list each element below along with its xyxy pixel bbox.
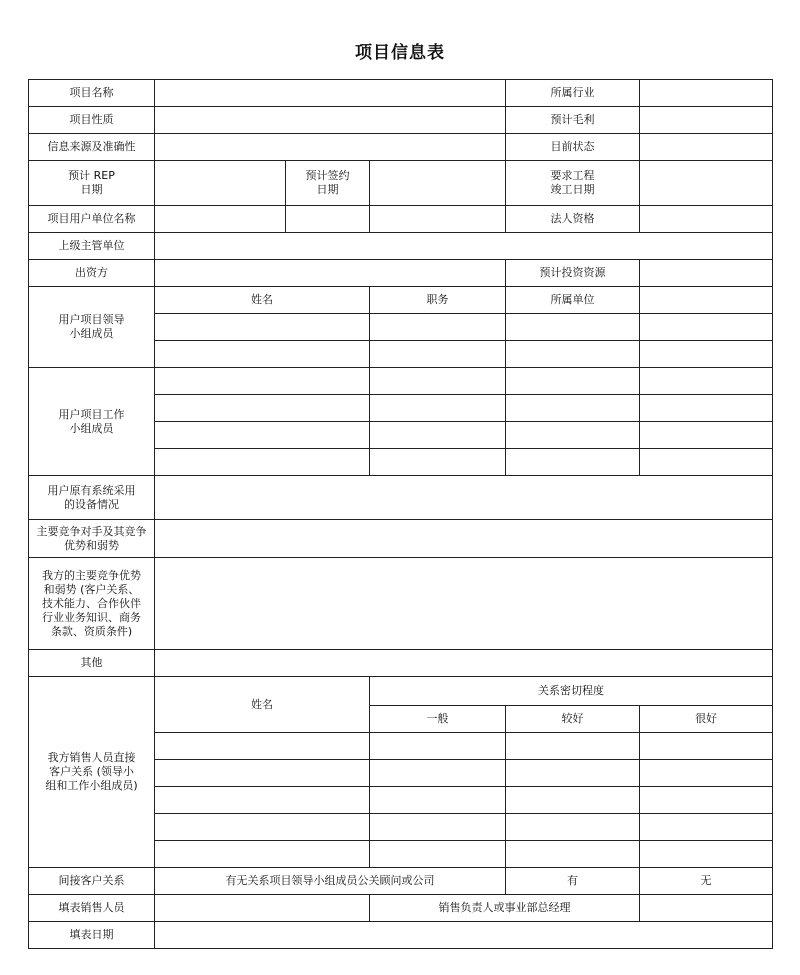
- relation-closeness-header: 关系密切程度: [370, 677, 773, 706]
- work-position-cell[interactable]: [370, 368, 506, 395]
- leader-extra-cell[interactable]: [640, 341, 773, 368]
- leader-position-cell[interactable]: [370, 314, 506, 341]
- label-superior-unit: 上级主管单位: [29, 233, 155, 260]
- label-indirect-relation: 间接客户关系: [29, 868, 155, 895]
- leader-unit-cell[interactable]: [506, 341, 640, 368]
- industry-field[interactable]: [640, 80, 773, 107]
- other-field[interactable]: [155, 650, 773, 677]
- consultant-question: 有无关系项目领导小组成员公关顾问或公司: [155, 868, 506, 895]
- relation-normal-cell[interactable]: [370, 814, 506, 841]
- relation-very-good-cell[interactable]: [640, 733, 773, 760]
- label-investor: 出资方: [29, 260, 155, 287]
- closeness-normal-header: 一般: [370, 706, 506, 733]
- leader-unit-cell[interactable]: [506, 314, 640, 341]
- label-completion-date: 要求工程 竣工日期: [506, 161, 640, 206]
- project-name-field[interactable]: [155, 80, 506, 107]
- relation-good-cell[interactable]: [506, 814, 640, 841]
- leader-extra-cell[interactable]: [640, 314, 773, 341]
- work-position-cell[interactable]: [370, 449, 506, 476]
- relation-name-cell[interactable]: [155, 733, 370, 760]
- work-name-cell[interactable]: [155, 422, 370, 449]
- leader-col-unit: 所属单位: [506, 287, 640, 314]
- relation-normal-cell[interactable]: [370, 760, 506, 787]
- project-nature-field[interactable]: [155, 107, 506, 134]
- label-project-name: 项目名称: [29, 80, 155, 107]
- page-title: 项目信息表: [355, 43, 445, 63]
- work-extra-cell[interactable]: [640, 395, 773, 422]
- work-position-cell[interactable]: [370, 422, 506, 449]
- label-project-nature: 项目性质: [29, 107, 155, 134]
- work-name-cell[interactable]: [155, 368, 370, 395]
- label-investment-source: 预计投资资源: [506, 260, 640, 287]
- rep-date-field[interactable]: [155, 161, 286, 206]
- relation-good-cell[interactable]: [506, 733, 640, 760]
- leader-header-blank: [640, 287, 773, 314]
- relation-good-cell[interactable]: [506, 787, 640, 814]
- relation-col-name: 姓名: [155, 677, 370, 733]
- label-industry: 所属行业: [506, 80, 640, 107]
- relation-good-cell[interactable]: [506, 841, 640, 868]
- work-unit-cell[interactable]: [506, 395, 640, 422]
- relation-very-good-cell[interactable]: [640, 760, 773, 787]
- user-unit-name-field[interactable]: [155, 206, 286, 233]
- investor-field[interactable]: [155, 260, 506, 287]
- work-unit-cell[interactable]: [506, 449, 640, 476]
- option-no[interactable]: 无: [640, 868, 773, 895]
- leader-name-cell[interactable]: [155, 314, 370, 341]
- label-our-advantages: 我方的主要竞争优势 和弱势 (客户关系、 技术能力、合作伙伴 行业业务知识、商务 条款、资质条件): [29, 558, 155, 650]
- work-name-cell[interactable]: [155, 395, 370, 422]
- work-unit-cell[interactable]: [506, 422, 640, 449]
- our-advantages-field[interactable]: [155, 558, 773, 650]
- relation-name-cell[interactable]: [155, 760, 370, 787]
- leader-position-cell[interactable]: [370, 341, 506, 368]
- work-extra-cell[interactable]: [640, 449, 773, 476]
- label-sign-date: 预计签约 日期: [286, 161, 370, 206]
- sales-person-field[interactable]: [155, 895, 370, 922]
- label-current-status: 目前状态: [506, 134, 640, 161]
- option-yes[interactable]: 有: [506, 868, 640, 895]
- existing-equipment-field[interactable]: [155, 476, 773, 520]
- user-unit-name-field-2[interactable]: [286, 206, 370, 233]
- label-info-source: 信息来源及准确性: [29, 134, 155, 161]
- leader-col-name: 姓名: [155, 287, 370, 314]
- relation-normal-cell[interactable]: [370, 733, 506, 760]
- label-competitors: 主要竞争对手及其竞争 优势和弱势: [29, 520, 155, 558]
- label-sales-person: 填表销售人员: [29, 895, 155, 922]
- closeness-very-good-header: 很好: [640, 706, 773, 733]
- fill-date-field[interactable]: [155, 922, 773, 949]
- leader-col-position: 职务: [370, 287, 506, 314]
- sign-date-field[interactable]: [370, 161, 506, 206]
- user-unit-name-field-3[interactable]: [370, 206, 506, 233]
- label-sales-relation: 我方销售人员直接 客户关系 (领导小 组和工作小组成员): [29, 677, 155, 868]
- label-user-unit-name: 项目用户单位名称: [29, 206, 155, 233]
- label-work-group: 用户项目工作 小组成员: [29, 368, 155, 476]
- label-sales-manager: 销售负责人或事业部总经理: [370, 895, 640, 922]
- completion-date-field[interactable]: [640, 161, 773, 206]
- sales-manager-field[interactable]: [640, 895, 773, 922]
- work-name-cell[interactable]: [155, 449, 370, 476]
- relation-normal-cell[interactable]: [370, 787, 506, 814]
- closeness-good-header: 较好: [506, 706, 640, 733]
- label-legal-qualification: 法人资格: [506, 206, 640, 233]
- work-extra-cell[interactable]: [640, 368, 773, 395]
- competitors-field[interactable]: [155, 520, 773, 558]
- estimated-margin-field[interactable]: [640, 107, 773, 134]
- relation-very-good-cell[interactable]: [640, 787, 773, 814]
- superior-unit-field[interactable]: [155, 233, 773, 260]
- work-extra-cell[interactable]: [640, 422, 773, 449]
- relation-name-cell[interactable]: [155, 841, 370, 868]
- current-status-field[interactable]: [640, 134, 773, 161]
- leader-name-cell[interactable]: [155, 341, 370, 368]
- work-unit-cell[interactable]: [506, 368, 640, 395]
- work-position-cell[interactable]: [370, 395, 506, 422]
- label-existing-equipment: 用户原有系统采用 的设备情况: [29, 476, 155, 520]
- relation-name-cell[interactable]: [155, 814, 370, 841]
- relation-very-good-cell[interactable]: [640, 814, 773, 841]
- label-leader-group: 用户项目领导 小组成员: [29, 287, 155, 368]
- label-estimated-margin: 预计毛利: [506, 107, 640, 134]
- investment-source-field[interactable]: [640, 260, 773, 287]
- label-fill-date: 填表日期: [29, 922, 155, 949]
- relation-good-cell[interactable]: [506, 760, 640, 787]
- project-info-table: [28, 79, 773, 949]
- info-source-field[interactable]: [155, 134, 506, 161]
- label-other: 其他: [29, 650, 155, 677]
- label-rep-date: 预计 REP 日期: [29, 161, 155, 206]
- relation-normal-cell[interactable]: [370, 841, 506, 868]
- relation-name-cell[interactable]: [155, 787, 370, 814]
- legal-qualification-field[interactable]: [640, 206, 773, 233]
- relation-very-good-cell[interactable]: [640, 841, 773, 868]
